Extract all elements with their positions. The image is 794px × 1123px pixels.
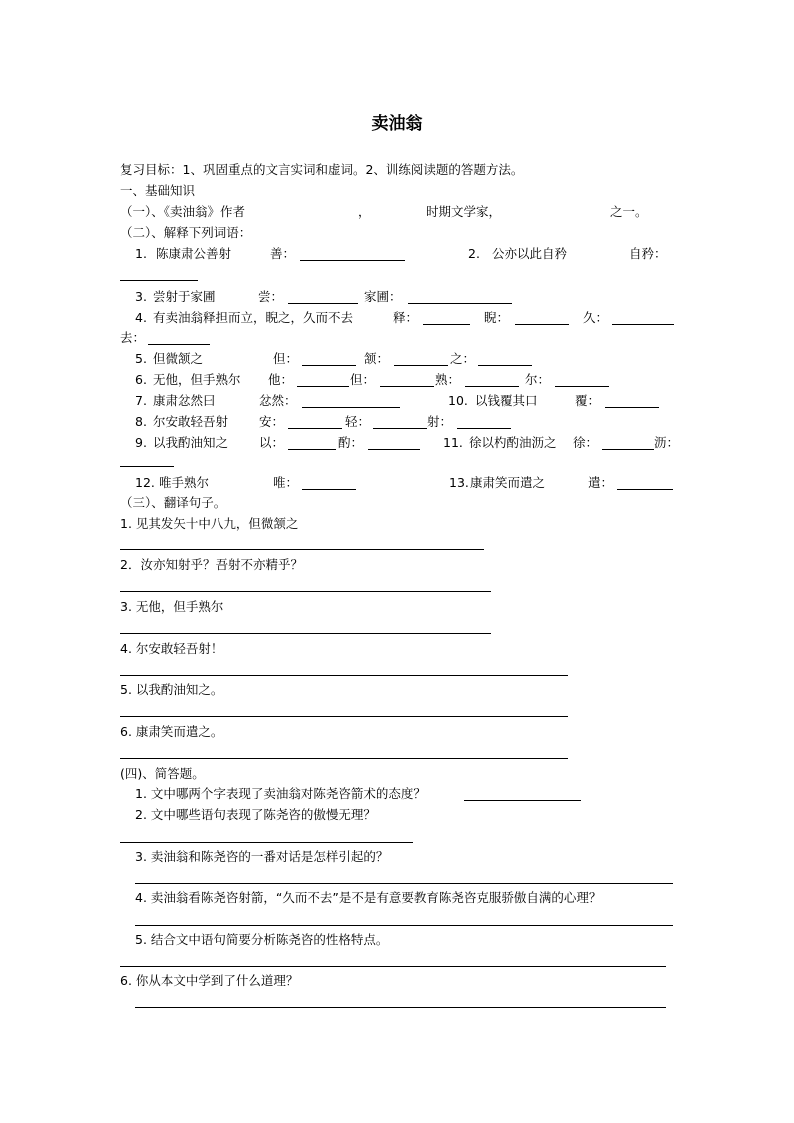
q10-phrase: 以钱覆其口 [475, 393, 538, 408]
q11-phrase: 徐以杓酌油沥之 [469, 435, 557, 450]
q6-key2: 但： [350, 372, 376, 387]
q11-key2: 沥： [654, 435, 680, 450]
translate-item-5: 5. 以我酌油知之。 [120, 682, 224, 697]
sub1-author-label: （一）、《卖油翁》作者 [120, 204, 246, 219]
q8-number: 8. [135, 414, 147, 429]
q5-answer-blank-3[interactable] [478, 365, 532, 366]
q8-key2: 轻： [345, 414, 371, 429]
q7-number: 7. [135, 393, 147, 408]
q7-answer-blank[interactable] [302, 407, 400, 408]
sub1-comma: ， [358, 204, 371, 219]
q5-answer-blank-1[interactable] [302, 365, 356, 366]
q2-key1: 自矜： [629, 246, 667, 261]
q5-answer-blank-2[interactable] [394, 365, 448, 366]
q1-answer-blank[interactable] [300, 260, 405, 261]
q5-key1: 但： [273, 351, 299, 366]
translate-item-1: 1. 见其发矢十中八九，但微颔之 [120, 516, 299, 531]
q2-answer-blank[interactable] [120, 280, 198, 281]
q9-answer-blank-1[interactable] [288, 449, 336, 450]
q10-key1: 覆： [575, 393, 601, 408]
section-basic-knowledge: 一、基础知识 [120, 183, 196, 198]
q4-answer-blank-2[interactable] [515, 324, 569, 325]
document-title: 卖油翁 [371, 114, 423, 134]
q11-number: 11. [443, 435, 463, 450]
q5-key2: 颔： [364, 351, 390, 366]
q2-number: 2. [468, 246, 480, 261]
q9-key2: 酌： [338, 435, 364, 450]
short-answer-1-blank[interactable] [464, 800, 581, 801]
sub4-heading: (四)、简答题。 [120, 766, 205, 781]
q3-key2: 家圃： [364, 289, 402, 304]
short-answer-1: 1. 文中哪两个字表现了卖油翁对陈尧咨箭术的态度？ [135, 786, 426, 801]
translate-answer-line-4[interactable] [120, 675, 568, 676]
q4-key3: 久： [583, 310, 609, 325]
q6-key1: 他： [268, 372, 294, 387]
q4-answer-blank-3[interactable] [612, 324, 674, 325]
q9-phrase: 以我酌油知之 [153, 435, 229, 450]
q8-key1: 安： [259, 414, 285, 429]
short-answer-6-line[interactable] [135, 1007, 666, 1008]
q11-key1: 徐： [573, 435, 599, 450]
q1-phrase: 陈康肃公善射 [156, 246, 232, 261]
q1-number: 1. [135, 246, 147, 261]
q5-phrase: 但微颔之 [153, 351, 204, 366]
q6-phrase: 无他，但手熟尔 [153, 372, 241, 387]
q11-answer-blank-1[interactable] [602, 449, 654, 450]
q4-key1: 释： [393, 310, 419, 325]
q11-answer-blank-2[interactable] [120, 466, 174, 467]
q8-answer-blank-3[interactable] [457, 428, 511, 429]
q2-phrase: 公亦以此自矜 [492, 246, 568, 261]
q5-key3: 之： [450, 351, 476, 366]
translate-answer-line-3[interactable] [120, 633, 491, 634]
q8-answer-blank-2[interactable] [373, 428, 427, 429]
q13-number: 13. [449, 475, 469, 490]
translate-answer-line-5[interactable] [120, 716, 568, 717]
q8-answer-blank-1[interactable] [288, 428, 342, 429]
short-answer-2-line[interactable] [120, 842, 413, 843]
q6-answer-blank-1[interactable] [297, 386, 349, 387]
translate-item-3: 3. 无他，但手熟尔 [120, 599, 224, 614]
q3-answer-blank-2[interactable] [408, 303, 512, 304]
q4-number: 4. [135, 310, 147, 325]
short-answer-4-line[interactable] [135, 925, 673, 926]
q7-phrase: 康肃忿然曰 [153, 393, 216, 408]
q12-answer-blank[interactable] [302, 489, 356, 490]
sub2-heading: （二）、解释下列词语： [120, 225, 252, 240]
q12-phrase: 唯手熟尔 [159, 475, 210, 490]
short-answer-4: 4. 卖油翁看陈尧咨射箭，“久而不去”是不是有意要教育陈尧咨克服骄傲自满的心理？ [135, 890, 602, 905]
q3-answer-blank-1[interactable] [288, 303, 358, 304]
q8-key3: 射： [427, 414, 453, 429]
q12-number: 12. [135, 475, 155, 490]
translate-answer-line-2[interactable] [120, 591, 491, 592]
q6-key3: 熟： [435, 372, 461, 387]
q13-phrase: 康肃笑而遣之 [470, 475, 546, 490]
q12-key1: 唯： [273, 475, 299, 490]
q6-answer-blank-3[interactable] [465, 386, 519, 387]
translate-item-6: 6. 康肃笑而遣之。 [120, 724, 224, 739]
q3-key1: 尝： [258, 289, 284, 304]
q4-answer-blank-4[interactable] [148, 344, 210, 345]
short-answer-3: 3. 卖油翁和陈尧咨的一番对话是怎样引起的？ [135, 849, 389, 864]
q9-number: 9. [135, 435, 147, 450]
q13-key1: 遣： [588, 475, 614, 490]
q6-answer-blank-4[interactable] [555, 386, 609, 387]
q3-number: 3. [135, 289, 147, 304]
translate-item-4: 4. 尔安敢轻吾射！ [120, 641, 224, 656]
sub1-era-label: 时期文学家， [426, 204, 502, 219]
short-answer-5: 5. 结合文中语句简要分析陈尧咨的性格特点。 [135, 932, 389, 947]
short-answer-2: 2. 文中哪些语句表现了陈尧咨的傲慢无理？ [135, 807, 376, 822]
short-answer-5-line[interactable] [120, 966, 666, 967]
q6-key4: 尔： [525, 372, 551, 387]
translate-item-2: 2．汝亦知射乎？吾射不亦精乎？ [120, 557, 303, 572]
q6-answer-blank-2[interactable] [380, 386, 434, 387]
q4-phrase: 有卖油翁释担而立，睨之，久而不去 [153, 310, 354, 325]
q10-number: 10. [448, 393, 468, 408]
q3-phrase: 尝射于家圃 [153, 289, 216, 304]
q6-number: 6. [135, 372, 147, 387]
short-answer-6: 6. 你从本文中学到了什么道理？ [120, 973, 299, 988]
q4-answer-blank-1[interactable] [423, 324, 470, 325]
q4-key2: 睨： [484, 310, 510, 325]
q4-key4: 去： [120, 330, 146, 345]
review-objective: 复习目标：1、巩固重点的文言实词和虚词。2、训练阅读题的答题方法。 [120, 162, 524, 177]
sub1-one-of-label: 之一。 [610, 204, 648, 219]
q9-key1: 以： [259, 435, 285, 450]
q7-key1: 忿然： [259, 393, 297, 408]
q13-answer-blank[interactable] [617, 489, 673, 490]
q10-answer-blank[interactable] [605, 407, 659, 408]
q5-number: 5. [135, 351, 147, 366]
sub3-heading: （三）、翻译句子。 [120, 495, 227, 510]
q1-key1: 善： [270, 246, 296, 261]
q8-phrase: 尔安敢轻吾射 [153, 414, 229, 429]
translate-answer-line-6[interactable] [120, 758, 568, 759]
short-answer-3-line[interactable] [135, 883, 673, 884]
q9-answer-blank-2[interactable] [368, 449, 420, 450]
translate-answer-line-1[interactable] [120, 549, 484, 550]
